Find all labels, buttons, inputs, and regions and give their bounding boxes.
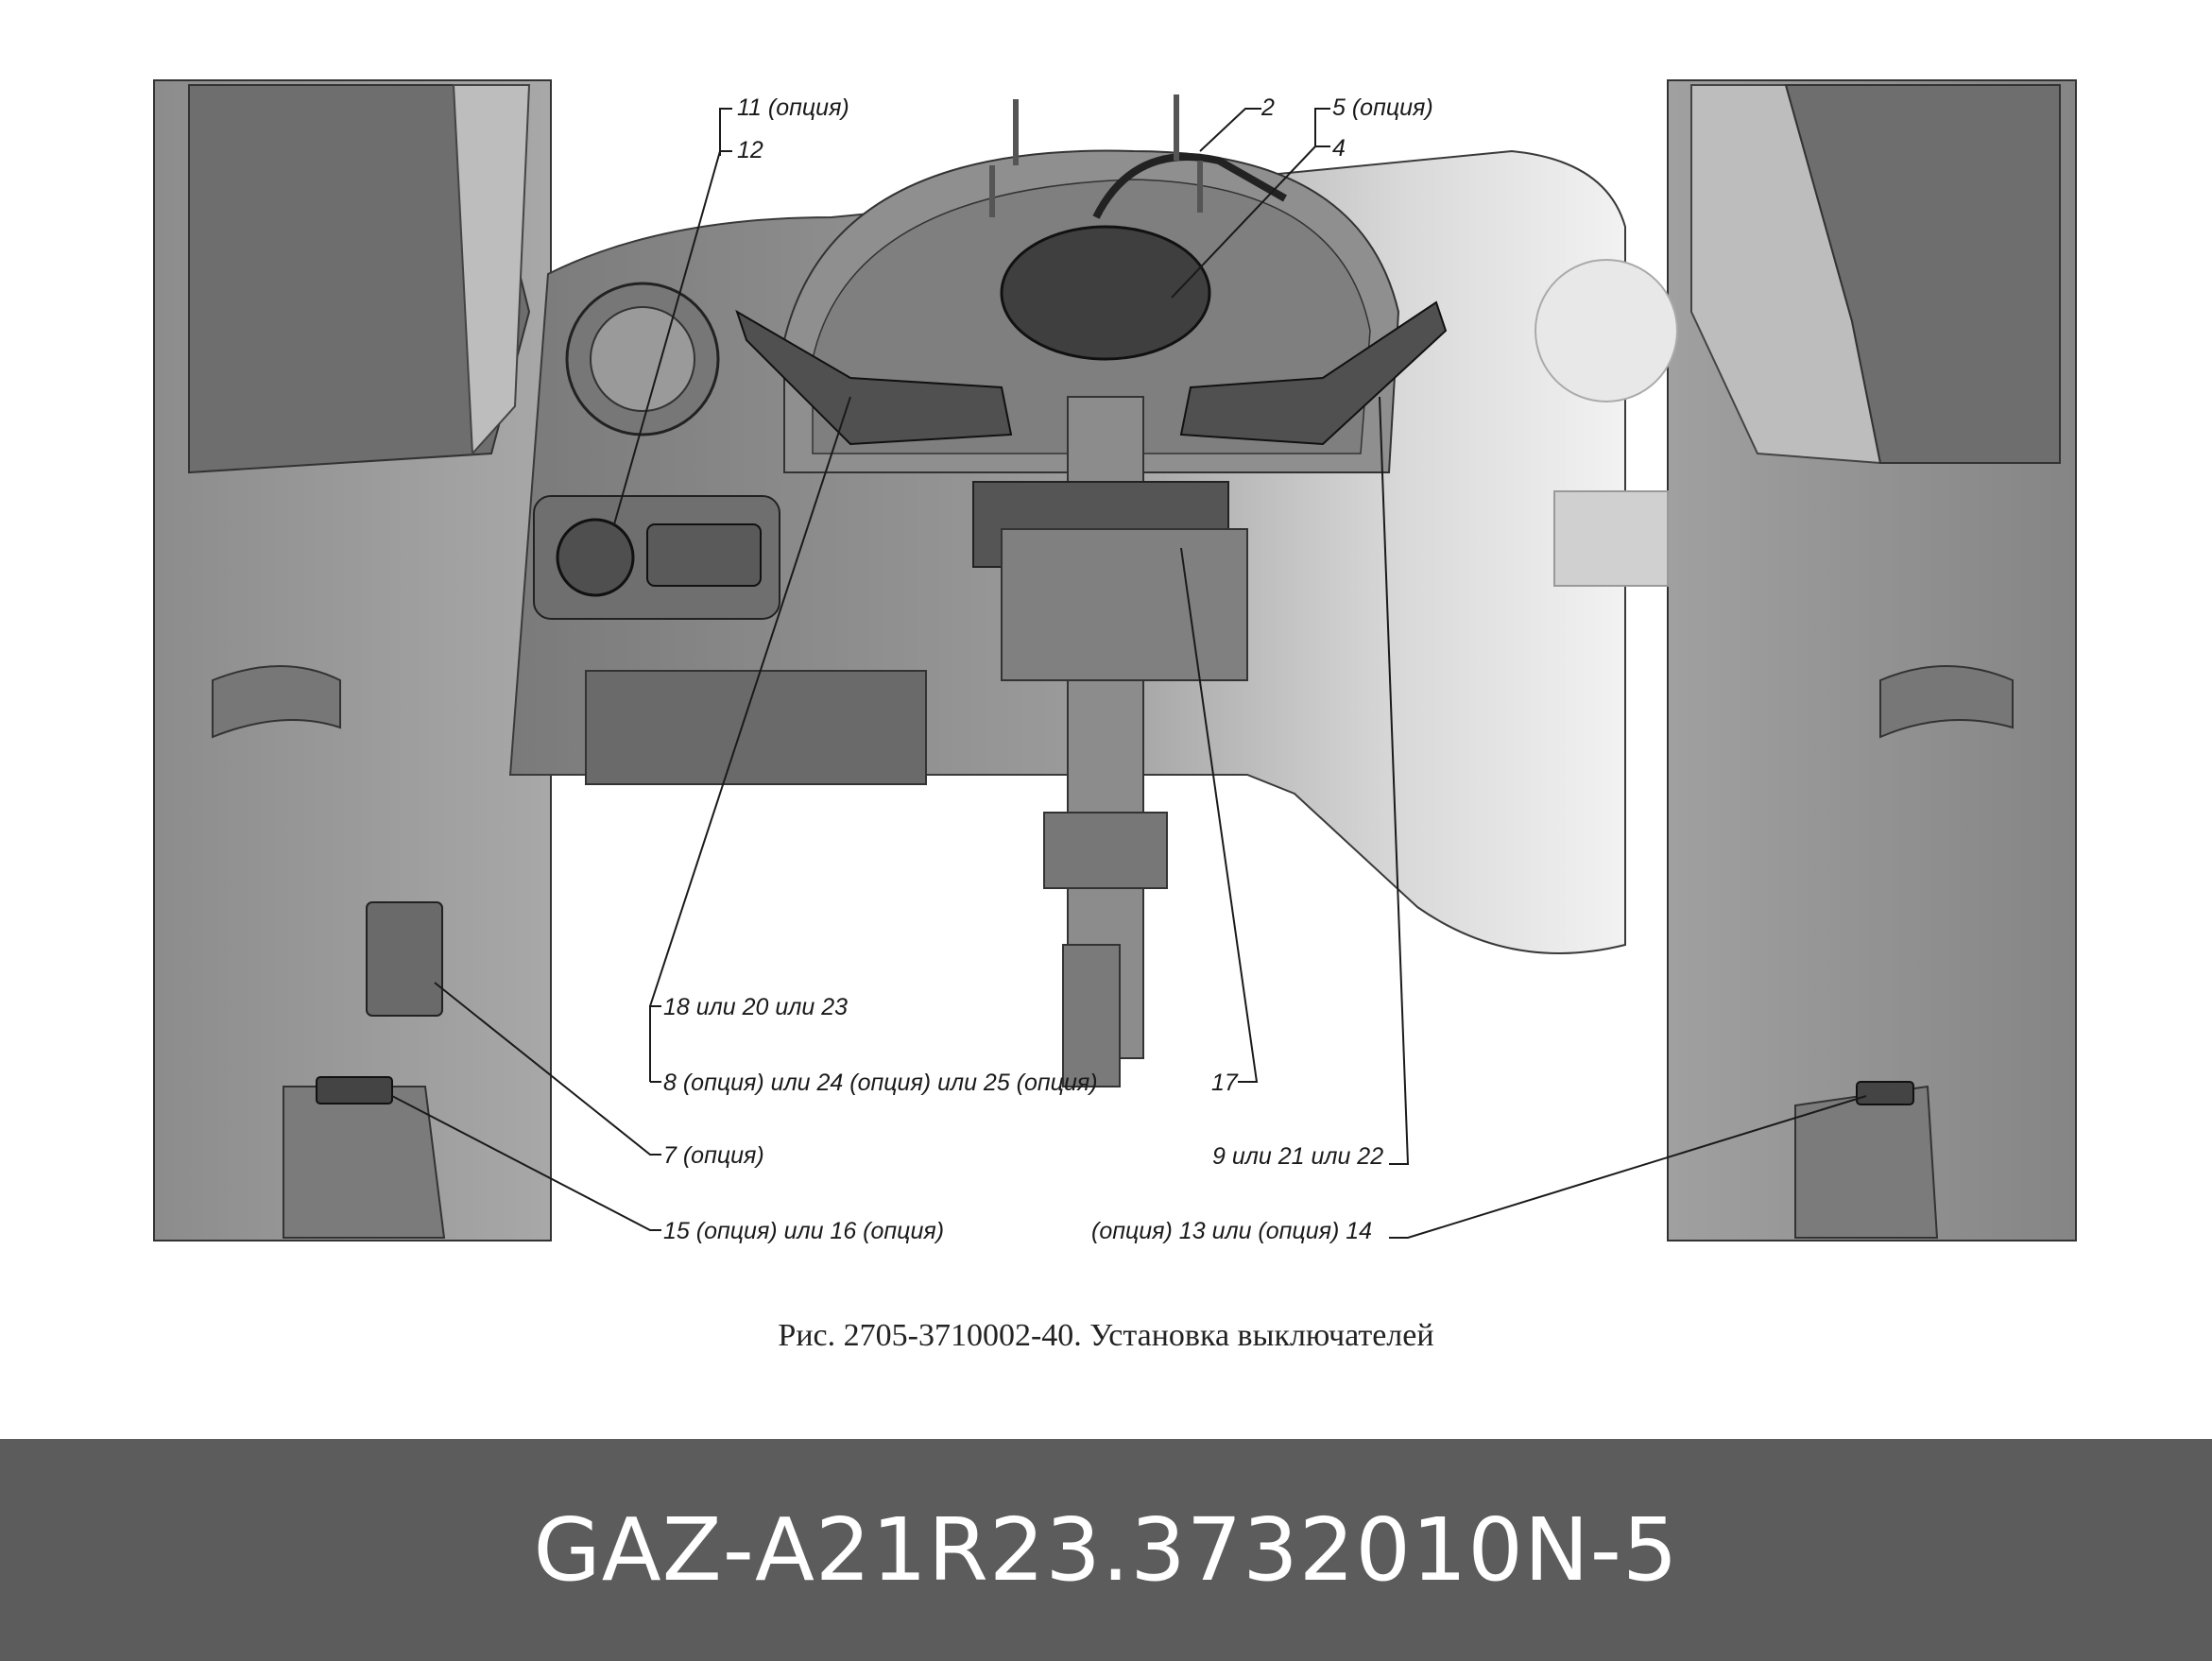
n-value: 5 [1621,1499,1679,1601]
callout-8: 8 (опция) или 24 (опция) или 25 (опция) [663,1070,1098,1096]
callout-18: 18 или 20 или 23 [663,994,849,1020]
callout-17: 17 [1211,1070,1238,1096]
left-door [154,80,551,1241]
callout-4: 4 [1332,135,1346,162]
window-switch-15 [317,1077,392,1104]
callout-12: 12 [737,137,763,163]
brand-separator: - [722,1499,755,1601]
callout-13: (опция) 13 или (опция) 14 [1091,1218,1373,1244]
window-switch-13 [1857,1082,1913,1104]
n-label: N [1523,1499,1590,1601]
right-door [1668,80,2076,1241]
callout-9: 9 или 21 или 22 [1212,1143,1384,1170]
part-number: A21R23.3732010 [754,1499,1524,1601]
callout-5: 5 (опция) [1332,94,1433,121]
figure-caption: Рис. 2705-3710002-40. Установка выключателей [778,1318,1434,1353]
callout-2: 2 [1261,94,1275,121]
n-separator: - [1589,1499,1622,1601]
contact-ring-4 [1002,227,1209,359]
callout-11: 11 (опция) [737,94,849,121]
callout-7: 7 (опция) [663,1142,764,1169]
brand-name: GAZ [533,1499,723,1601]
air-vent-right [1535,260,1677,402]
callout-15: 15 (опция) или 16 (опция) [663,1218,945,1244]
switch-block-7 [367,902,442,1016]
part-code-footer [0,1439,2212,1661]
